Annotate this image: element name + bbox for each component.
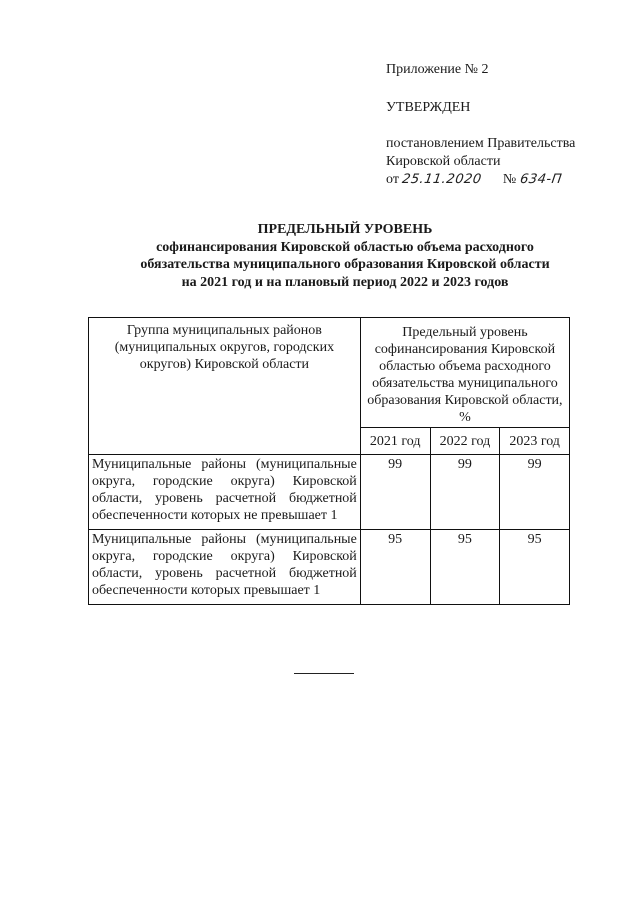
table-row — [89, 455, 570, 530]
handwritten-number: 634-П — [518, 172, 563, 187]
approval-line-1: постановлением Правительства — [386, 136, 576, 151]
title-line-4: на 2021 год и на плановый период 2022 и 2023 годов — [181, 274, 509, 290]
table-header-row — [89, 318, 570, 428]
row-value-2023: 99 — [500, 455, 570, 530]
title-line-2: софинансирования Кировской областью объема расходного — [156, 239, 534, 255]
header-year-2022: 2022 год — [430, 428, 500, 455]
closing-divider — [294, 673, 354, 674]
row-value-2021: 95 — [360, 530, 430, 605]
date-prefix: от — [386, 172, 399, 187]
row-value-2023: 95 — [500, 530, 570, 605]
approved-label: УТВЕРЖДЕН — [386, 100, 471, 115]
limits-table — [88, 317, 570, 605]
appendix-label: Приложение № 2 — [386, 62, 489, 77]
number-prefix: № — [502, 172, 517, 187]
document-title — [110, 221, 580, 291]
title-line-3: обязательства муниципального образования Кировской области — [140, 257, 550, 272]
row-label: Муниципальные районы (муниципальные округа, городские округа) Кировской области, уровень расчетной бюджетной обеспеченности которых не превышает 1 — [89, 455, 361, 530]
header-year-2021: 2021 год — [360, 428, 430, 455]
approval-block — [386, 61, 575, 189]
table-row — [89, 530, 570, 605]
row-label: Муниципальные районы (муниципальные округа, городские округа) Кировской области, уровень расчетной бюджетной обеспеченности которых превышает 1 — [89, 530, 361, 605]
header-level-cell: Предельный уровень софинансирования Кировской областью объема расходного обязательства муниципального образования Кировской области, % — [360, 318, 569, 428]
row-value-2021: 99 — [360, 455, 430, 530]
title-line-1: ПРЕДЕЛЬНЫЙ УРОВЕНЬ — [257, 222, 433, 237]
header-group-cell: Группа муниципальных районов (муниципальных округов, городских округов) Кировской области — [89, 318, 361, 455]
row-value-2022: 95 — [430, 530, 500, 605]
handwritten-date: 25.11.2020 — [401, 172, 483, 187]
approval-date-line — [386, 171, 575, 189]
header-year-2023: 2023 год — [500, 428, 570, 455]
approval-line-2: Кировской области — [386, 154, 501, 169]
row-value-2022: 99 — [430, 455, 500, 530]
